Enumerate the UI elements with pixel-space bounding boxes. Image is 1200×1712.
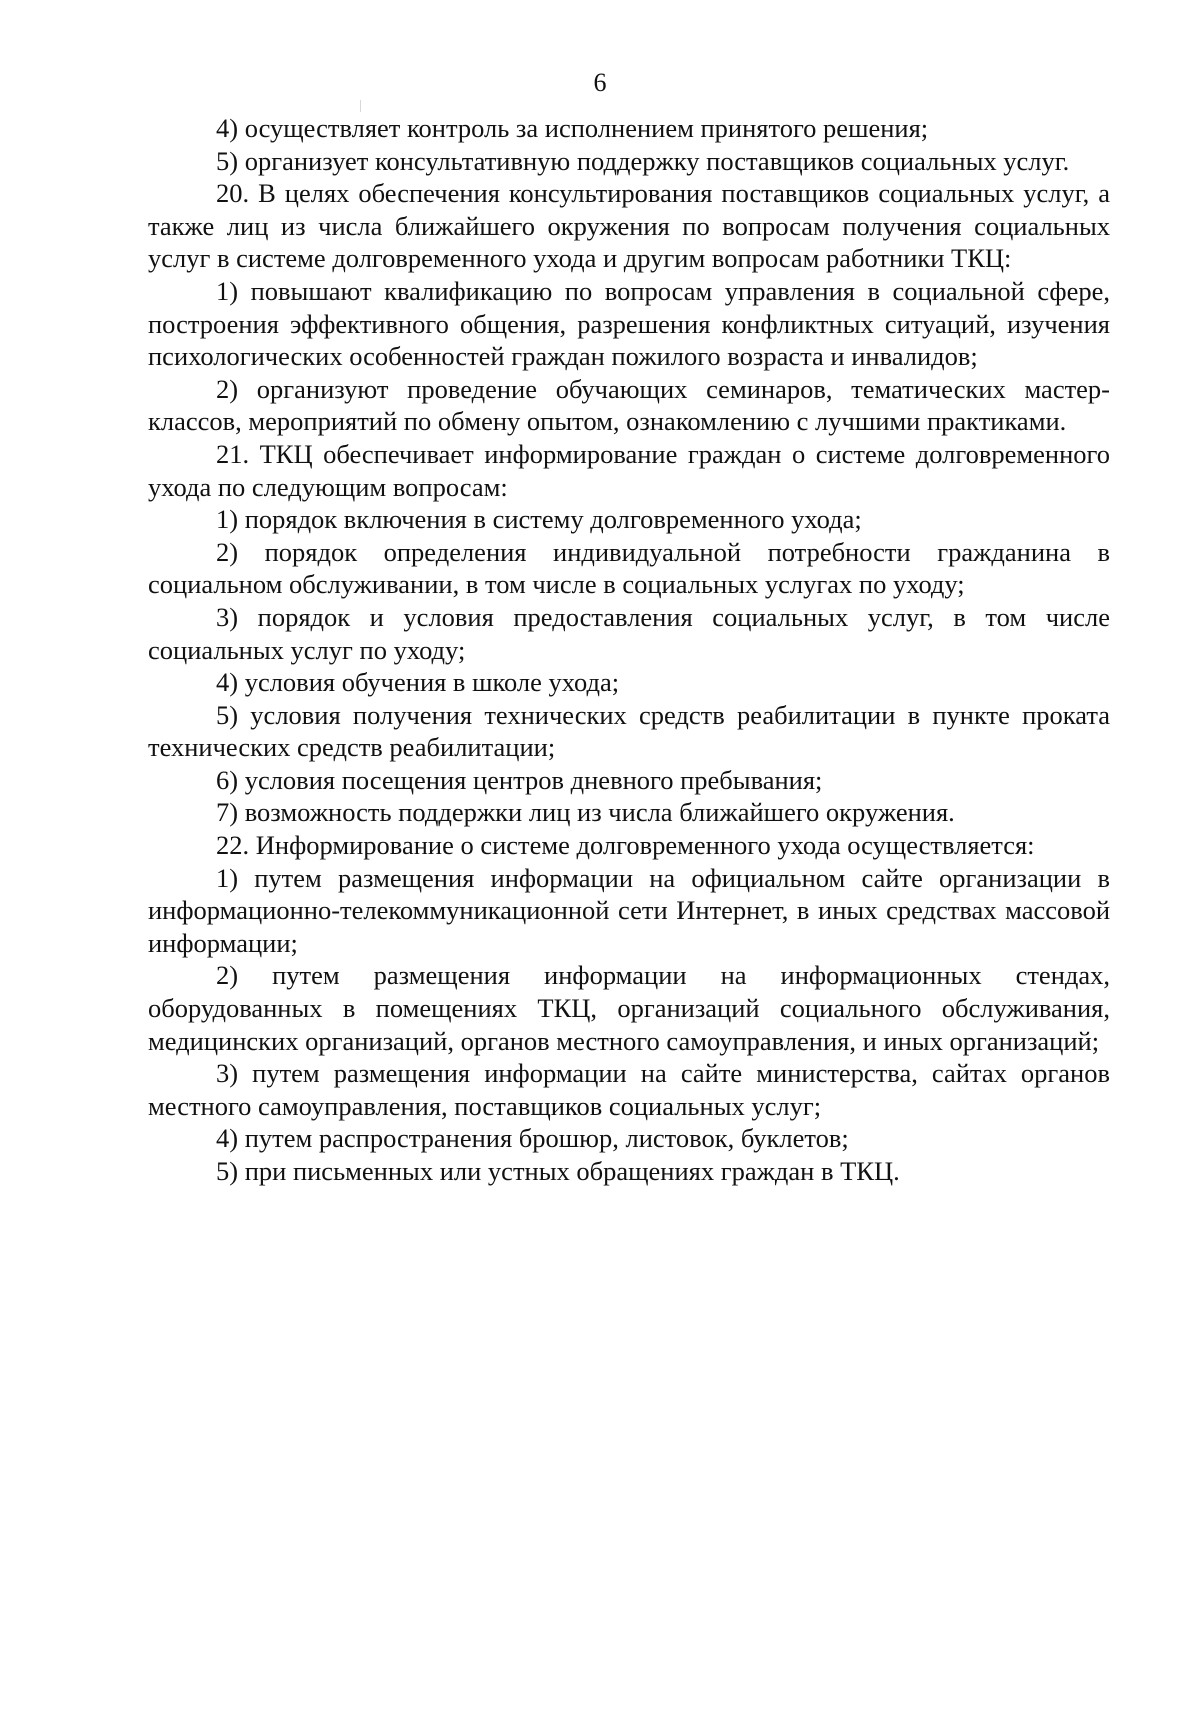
page-number: 6 [593, 68, 607, 97]
paragraph-22-item-2: 2) путем размещения информации на информационных стендах, оборудованных в помещениях ТКЦ, организаций социального обслуживания, медицинских организаций, органов местного самоуправления, и иных организаций; [148, 960, 1110, 1056]
paragraph-20-item-1: 1) повышают квалификацию по вопросам управления в социальной сфере, построения эффективного общения, разрешения конфликтных ситуаций, изучения психологических особенностей граждан пожилого возраста и инвалидов; [148, 275, 1110, 372]
paragraph-21-item-3: 3) порядок и условия предоставления социальных услуг, в том числе социальных услуг по уходу; [148, 601, 1110, 665]
document-body [148, 112, 1110, 1188]
paragraph-21-item-7: 7) возможность поддержки лиц из числа ближайшего окружения. [216, 797, 955, 828]
paragraph-21: 21. ТКЦ обеспечивает информирование граждан о системе долговременного ухода по следующим вопросам: [148, 438, 1110, 502]
paragraph-20: 20. В целях обеспечения консультирования поставщиков социальных услуг, а также лиц из числа ближайшего окружения по вопросам получения социальных услуг в системе долговременного ухода и другим вопросам работники ТКЦ: [148, 178, 1110, 274]
paragraph-21-item-1: 1) порядок включения в систему долговременного ухода; [216, 504, 862, 535]
paragraph-21-item-4: 4) условия обучения в школе ухода; [216, 667, 620, 698]
paragraph-20-item-2: 2) организуют проведение обучающих семинаров, тематических мастер-классов, мероприятий по обмену опытом, ознакомлению с лучшими практиками. [148, 373, 1110, 437]
paragraph-19-item-5: 5) организует консультативную поддержку поставщиков социальных услуг. [216, 145, 1070, 176]
paragraph-19-item-4: 4) осуществляет контроль за исполнением принятого решения; [216, 113, 929, 143]
scan-artifact [360, 100, 361, 112]
paragraph-22-item-5: 5) при письменных или устных обращениях граждан в ТКЦ. [216, 1156, 900, 1186]
paragraph-21-item-2: 2) порядок определения индивидуальной потребности гражданина в социальном обслуживании, в том числе в социальных услугах по уходу; [148, 536, 1110, 600]
paragraph-22: 22. Информирование о системе долговременного ухода осуществляется: [216, 830, 1035, 861]
paragraph-22-item-1: 1) путем размещения информации на официальном сайте организации в информационно-телекоммуникационной сети Интернет, в иных средствах массовой информации; [148, 862, 1110, 958]
paragraph-22-item-3: 3) путем размещения информации на сайте министерства, сайтах органов местного самоуправления, поставщиков социальных услуг; [148, 1058, 1110, 1121]
paragraph-21-item-6: 6) условия посещения центров дневного пребывания; [216, 764, 823, 795]
paragraph-22-item-4: 4) путем распространения брошюр, листовок, буклетов; [216, 1123, 849, 1154]
paragraph-21-item-5: 5) условия получения технических средств реабилитации в пункте проката технических средств реабилитации; [148, 699, 1110, 763]
